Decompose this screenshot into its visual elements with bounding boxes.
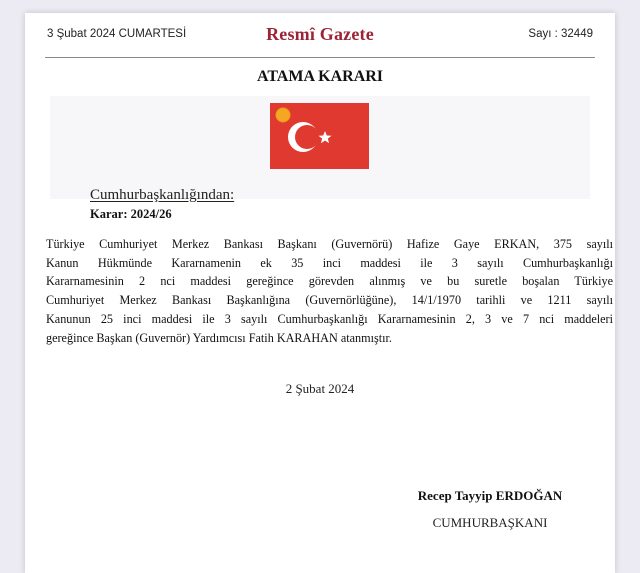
signer-name: Recep Tayyip ERDOĞAN <box>417 488 563 503</box>
gazette-title: Resmî Gazete <box>266 23 374 44</box>
decision-number: Karar: 2024/26 <box>90 207 172 221</box>
signer-title: CUMHURBAŞKANI <box>432 515 548 530</box>
publication-date: 3 Şubat 2024 CUMARTESİ <box>47 28 187 40</box>
issue-number: Sayı : 32449 <box>528 28 593 40</box>
gazette-page <box>25 13 615 573</box>
header-divider <box>45 57 595 58</box>
body-line: gereğince Başkan (Guvernör) Yardımcısı Fatih KARAHAN atanmıştır. <box>46 330 392 345</box>
document-title: ATAMA KARARI <box>256 68 384 85</box>
signature-date: 2 Şubat 2024 <box>285 381 355 396</box>
body-line: Kararnamesinin 2 nci maddesi gereğince görevden alınmış ve bu suretle boşalan Türkiye <box>46 274 613 289</box>
body-line: Türkiye Cumhuriyet Merkez Bankası Başkanı (Guvernörü) Hafize Gaye ERKAN, 375 sayılı <box>46 237 613 251</box>
body-line: Kanunun 25 inci maddesi ile 3 sayılı Cumhurbaşkanlığı Kararnamesinin 2, 3 ve 7 nci maddeleri <box>46 311 613 326</box>
turkish-flag-icon <box>270 103 369 169</box>
masthead <box>47 23 593 45</box>
body-line: Cumhuriyet Merkez Bankası Başkanlığına (Guvernörlüğüne), 14/1/1970 tarihli ve 1211 sayılı <box>46 293 613 308</box>
body-line: Kanun Hükmünde Kararnamenin ek 35 inci maddesi ile 3 sayılı Cumhurbaşkanlığı <box>46 255 613 270</box>
issuing-authority: Cumhurbaşkanlığından: <box>90 187 235 203</box>
decision-body <box>46 235 613 347</box>
